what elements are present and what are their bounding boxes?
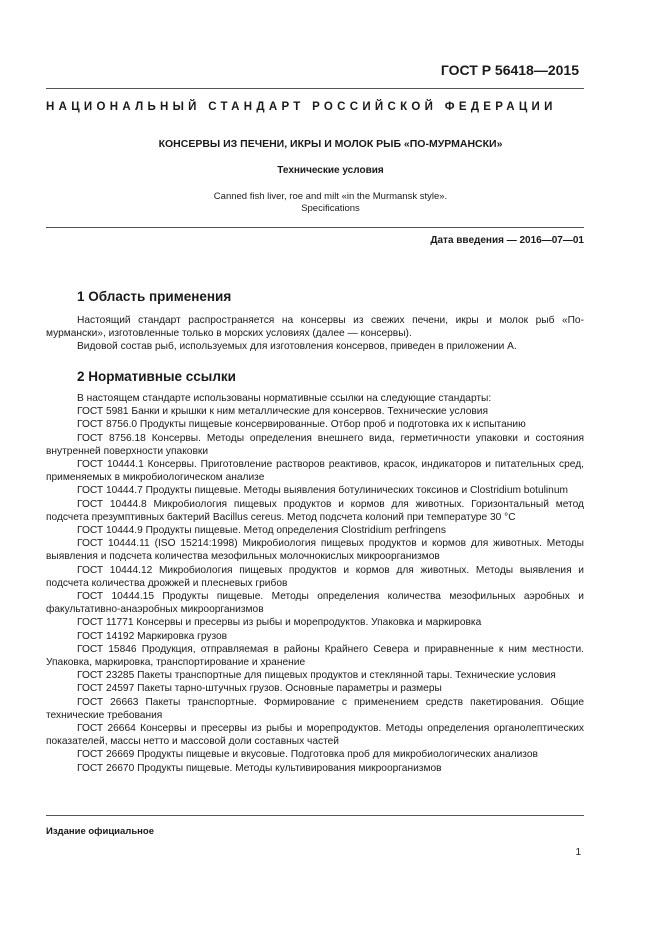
edition-label: Издание официальное: [46, 826, 154, 837]
reference-item: ГОСТ 10444.12 Микробиология пищевых продуктов и кормов для животных. Методы выявления и подсчета количества дрожжей и плесневых грибов: [46, 564, 584, 589]
reference-item: ГОСТ 11771 Консервы и пресервы из рыбы и морепродуктов. Упаковка и маркировка: [77, 617, 482, 629]
reference-item: ГОСТ 26664 Консервы и пресервы из рыбы и морепродуктов. Методы определения органолептических показателей, массы нетто и массовой доли составных частей: [46, 723, 584, 748]
reference-item: ГОСТ 23285 Пакеты транспортные для пищевых продуктов и стеклянной тары. Технические условия: [77, 670, 556, 682]
reference-item: ГОСТ 26669 Продукты пищевые и вкусовые. Подготовка проб для микробиологических анализов: [77, 749, 538, 761]
reference-item: ГОСТ 10444.1 Консервы. Приготовление растворов реактивов, красок, индикаторов и питательных сред, применяемых в микробиологическом анализе: [46, 459, 584, 484]
reference-item: ГОСТ 26663 Пакеты транспортные. Формирование с применением средств пакетирования. Общие технические требования: [46, 696, 584, 721]
document-title: КОНСЕРВЫ ИЗ ПЕЧЕНИ, ИКРЫ И МОЛОК РЫБ «ПО-МУРМАНСКИ»: [158, 138, 503, 150]
section-1-paragraph-2: Видовой состав рыб, используемых для изготовления консервов, приведен в приложении А.: [77, 341, 517, 352]
english-title-line2: Specifications: [301, 203, 360, 214]
reference-item: ГОСТ 10444.8 Микробиология пищевых продуктов и кормов для животных. Горизонтальный метод подсчета презумптивных бактерий Bacillus cereus. Метод подсчета колоний при температуре 30 °С: [46, 498, 584, 523]
intro-date: Дата введения — 2016—07—01: [430, 235, 584, 246]
reference-item: ГОСТ 26670 Продукты пищевые. Методы культивирования микроорганизмов: [77, 762, 442, 774]
english-title: [0, 191, 661, 215]
footer-divider: [46, 815, 584, 816]
national-standard-banner: НАЦИОНАЛЬНЫЙ СТАНДАРТ РОССИЙСКОЙ ФЕДЕРАЦИИ: [46, 101, 557, 113]
reference-item: ГОСТ 10444.9 Продукты пищевые. Метод определения Clostridium perfringens: [77, 525, 446, 537]
page-number: 1: [575, 847, 581, 858]
section-1-heading: 1 Область применения: [77, 289, 232, 304]
document-subtitle: Технические условия: [277, 165, 384, 176]
reference-item: ГОСТ 8756.0 Продукты пищевые консервированные. Отбор проб и подготовка их к испытанию: [77, 419, 526, 431]
references-intro: В настоящем стандарте использованы нормативные ссылки на следующие стандарты:: [77, 393, 492, 404]
references-list: [46, 392, 584, 775]
reference-item: ГОСТ 10444.15 Продукты пищевые. Методы определения количества мезофильных аэробных и факультативно-анаэробных микроорганизмов: [46, 591, 584, 616]
reference-item: ГОСТ 14192 Маркировка грузов: [77, 630, 228, 642]
header-divider: [46, 88, 584, 89]
reference-item: ГОСТ 8756.18 Консервы. Методы определения внешнего вида, герметичности упаковки и состояния внутренней поверхности упаковки: [46, 432, 584, 457]
english-title-line1: Canned fish liver, roe and milt «in the Murmansk style».: [213, 191, 448, 202]
title-divider: [46, 227, 584, 228]
reference-item: ГОСТ 5981 Банки и крышки к ним металлические для консервов. Технические условия: [77, 406, 488, 418]
reference-item: ГОСТ 24597 Пакеты тарно-штучных грузов. Основные параметры и размеры: [77, 683, 442, 695]
reference-item: ГОСТ 10444.7 Продукты пищевые. Методы выявления ботулинических токсинов и Clostridium botulinum: [77, 485, 568, 497]
standard-number: ГОСТ Р 56418—2015: [440, 62, 579, 78]
reference-item: ГОСТ 15846 Продукция, отправляемая в районы Крайнего Севера и приравненные к ним местности. Упаковка, маркировка, транспортирование и хранение: [46, 643, 584, 669]
reference-item: ГОСТ 10444.11 (ISO 15214:1998) Микробиология пищевых продуктов и кормов для животных. Методы выявления и подсчета количества мезофильных молочнокислых микроорганизмов: [46, 538, 584, 563]
section-2-heading: 2 Нормативные ссылки: [77, 369, 236, 384]
section-1-paragraph-1: Настоящий стандарт распространяется на консервы из свежих печени, икры и молок рыб «По-мурмански», изготовленные только в морских условиях (далее — консервы).: [46, 315, 584, 340]
